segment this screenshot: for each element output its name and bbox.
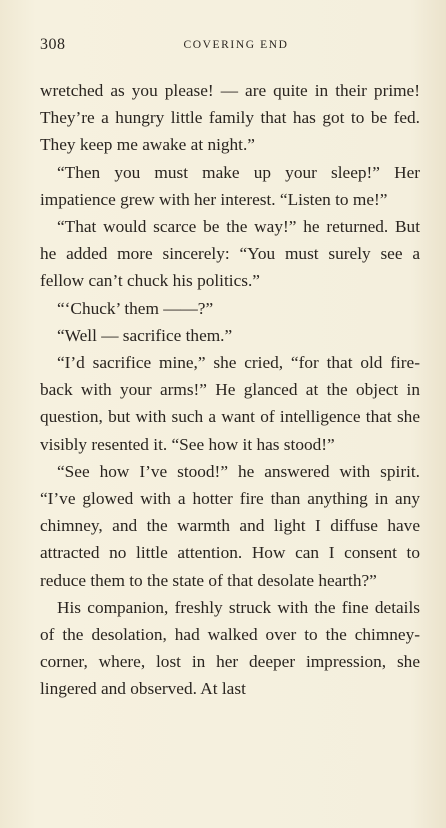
paragraph: His companion, freshly struck with the fine details of the desolation, had walked over to the chimney-corner, where, lost in her deeper impression, she lingered and observed. At last [40,597,420,699]
running-head [40,36,418,56]
paragraph: “Then you must make up your sleep!” Her impatience grew with her interest. “Listen to me!” [40,162,420,209]
paragraph: “‘Chuck’ them ——?” [57,298,214,318]
paragraph: “Well — sacrifice them.” [57,325,233,345]
body-text [40,77,420,703]
page-number: 308 [40,36,66,53]
paragraph: “See how I’ve stood!” he answered with spirit. “I’ve glowed with a hotter fire than anything in any chimney, and the warmth and light I diffuse have attracted no little attention. How can I consent to reduce them to the state of that desolate hearth?” [40,461,420,590]
running-title: COVERING END [183,39,289,51]
paragraph: wretched as you please! — are quite in their prime! They’re a hungry little family that has got to be fed. They keep me awake at night.” [40,81,420,155]
paragraph: “That would scarce be the way!” he returned. But he added more sincerely: “You must surely see a fellow can’t chuck his politics.” [40,217,420,291]
paragraph: “I’d sacrifice mine,” she cried, “for that old fire-back with your arms!” He glanced at the object in question, but with such a want of intelligence that she visibly resented it. “See how it has stood!” [40,353,420,454]
